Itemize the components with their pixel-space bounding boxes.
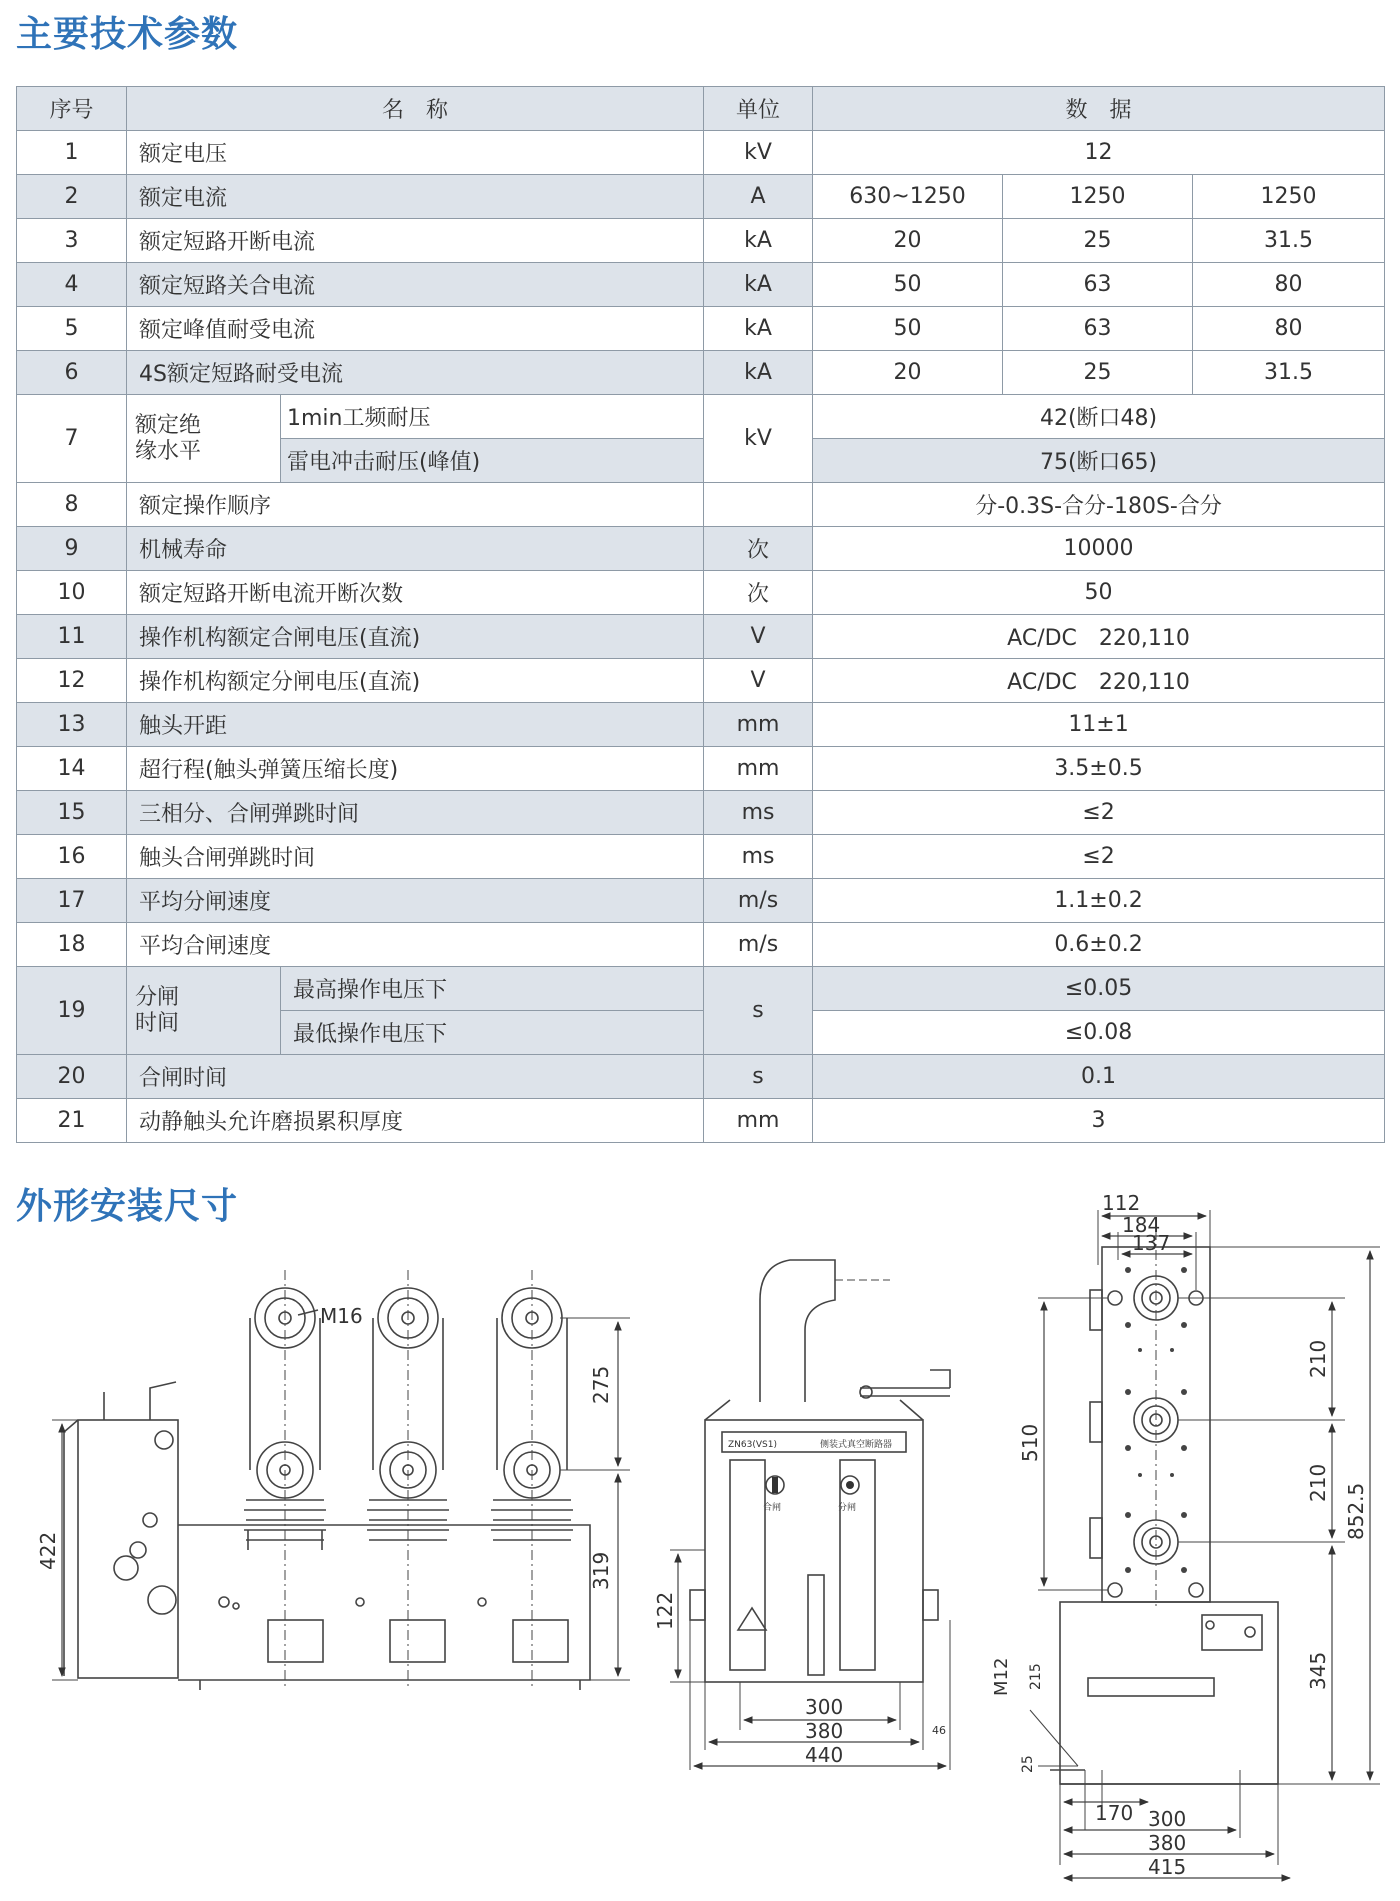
dim-122: 122: [653, 1591, 677, 1630]
row-name-b: 缘水平: [135, 438, 202, 464]
table-row: [17, 219, 1385, 263]
table-row: [17, 1099, 1385, 1143]
header-no: 序号: [17, 87, 127, 131]
row-unit: kA: [704, 307, 813, 351]
row-name: 额定操作顺序: [127, 483, 704, 527]
row-unit: kA: [704, 219, 813, 263]
row-name: 操作机构额定合闸电压(直流): [127, 615, 704, 659]
row-name: 额定短路关合电流: [127, 263, 704, 307]
row-unit: mm: [704, 703, 813, 747]
dim-510: 510: [1018, 1423, 1042, 1462]
dimension-drawing: [0, 1170, 1400, 1895]
dim-137: 137: [1132, 1231, 1171, 1255]
dim-170: 170: [1095, 1801, 1134, 1825]
row-name: 机械寿命: [127, 527, 704, 571]
table-row: [17, 1055, 1385, 1099]
row-value-2: 63: [1003, 307, 1193, 351]
row-value-2: 25: [1003, 219, 1193, 263]
row-name: 触头开距: [127, 703, 704, 747]
row-name: 平均分闸速度: [127, 879, 704, 923]
table-row: [17, 527, 1385, 571]
row-no: 17: [17, 879, 127, 923]
table-row: [17, 175, 1385, 219]
dim-112: 112: [1102, 1191, 1141, 1215]
table-header: [17, 87, 1385, 131]
row-value: ≤0.05: [813, 967, 1385, 1011]
dim-440: 440: [805, 1743, 844, 1767]
row-name: [127, 395, 281, 483]
row-no: 12: [17, 659, 127, 703]
row-value-1: 50: [813, 307, 1003, 351]
spec-table: [16, 86, 1385, 1143]
row-unit: mm: [704, 1099, 813, 1143]
dim-380: 380: [805, 1719, 844, 1743]
row-no: 2: [17, 175, 127, 219]
row-unit: ms: [704, 791, 813, 835]
section-title-parameters: 主要技术参数: [16, 14, 239, 55]
row-no: 19: [17, 967, 127, 1055]
dim-319: 319: [589, 1551, 613, 1590]
dim-415: 415: [1148, 1855, 1187, 1879]
row-unit: kV: [704, 131, 813, 175]
dim-215: 215: [1028, 1663, 1044, 1690]
row-name: 三相分、合闸弹跳时间: [127, 791, 704, 835]
row-value: ≤0.08: [813, 1011, 1385, 1055]
row-unit: ms: [704, 835, 813, 879]
row-name: 额定电流: [127, 175, 704, 219]
header-name: 名 称: [127, 87, 704, 131]
label-on: 合闸: [763, 1503, 782, 1513]
row-value: 50: [813, 571, 1385, 615]
row-value-2: 63: [1003, 263, 1193, 307]
row-no: 13: [17, 703, 127, 747]
dim-25: 25: [1020, 1755, 1036, 1773]
row-name: 额定短路开断电流开断次数: [127, 571, 704, 615]
row-no: 4: [17, 263, 127, 307]
row-unit: [704, 483, 813, 527]
side-view: [653, 1260, 950, 1770]
row-no: 20: [17, 1055, 127, 1099]
row-unit: V: [704, 615, 813, 659]
dim-210-upper: 210: [1306, 1339, 1330, 1378]
row-value: AC/DC 220,110: [813, 659, 1385, 703]
label-m16: M16: [320, 1304, 363, 1328]
table-row: [17, 835, 1385, 879]
table-row: [17, 571, 1385, 615]
row-value-1: 630~1250: [813, 175, 1003, 219]
row-value-2: 25: [1003, 351, 1193, 395]
row-value: 1.1±0.2: [813, 879, 1385, 923]
row-no: 10: [17, 571, 127, 615]
table-row: [17, 615, 1385, 659]
row-value: ≤2: [813, 835, 1385, 879]
row-name: 额定峰值耐受电流: [127, 307, 704, 351]
row-no: 3: [17, 219, 127, 263]
row-name: 超行程(触头弹簧压缩长度): [127, 747, 704, 791]
front-view: [36, 1270, 630, 1690]
table-row: [17, 703, 1385, 747]
row-unit: 次: [704, 527, 813, 571]
row-unit: kV: [704, 395, 813, 483]
dim-184: 184: [1122, 1213, 1161, 1237]
table-row: [17, 923, 1385, 967]
row-value-3: 80: [1193, 263, 1385, 307]
row-name: [127, 967, 281, 1055]
row-unit: V: [704, 659, 813, 703]
table-row: [17, 879, 1385, 923]
row-name-b: 时间: [135, 1010, 180, 1036]
row-value-3: 31.5: [1193, 219, 1385, 263]
row-no: 7: [17, 395, 127, 483]
table-row: [17, 967, 1385, 1011]
table-row: [17, 791, 1385, 835]
row-no: 11: [17, 615, 127, 659]
dim-46: 46: [932, 1724, 946, 1737]
row-value: 11±1: [813, 703, 1385, 747]
dim-300-rear: 300: [1148, 1807, 1187, 1831]
row-value: 分-0.3S-合分-180S-合分: [813, 483, 1385, 527]
table-row: [17, 307, 1385, 351]
row-unit: kA: [704, 263, 813, 307]
row-no: 18: [17, 923, 127, 967]
row-value: AC/DC 220,110: [813, 615, 1385, 659]
table-row: [17, 131, 1385, 175]
row-name: 合闸时间: [127, 1055, 704, 1099]
row-unit: m/s: [704, 923, 813, 967]
section-title-dimensions: 外形安装尺寸: [16, 1186, 239, 1227]
row-name-a: 额定绝: [135, 412, 202, 438]
dim-852-5: 852.5: [1344, 1482, 1368, 1540]
row-name: 动静触头允许磨损累积厚度: [127, 1099, 704, 1143]
row-value: 42(断口48): [813, 395, 1385, 439]
row-sub-label: 最低操作电压下: [281, 1011, 704, 1055]
row-sub-label: 雷电冲击耐压(峰值): [281, 439, 704, 483]
dim-380-rear: 380: [1148, 1831, 1187, 1855]
row-unit: 次: [704, 571, 813, 615]
label-type: 侧装式真空断路器: [820, 1440, 893, 1450]
row-value-2: 1250: [1003, 175, 1193, 219]
row-unit: s: [704, 967, 813, 1055]
header-data: 数 据: [813, 87, 1385, 131]
label-off: 分闸: [838, 1503, 857, 1513]
row-name-a: 分闸: [135, 984, 180, 1010]
row-value-1: 20: [813, 351, 1003, 395]
row-name: 4S额定短路耐受电流: [127, 351, 704, 395]
row-name: 操作机构额定分闸电压(直流): [127, 659, 704, 703]
row-value: 3: [813, 1099, 1385, 1143]
row-no: 8: [17, 483, 127, 527]
dim-275: 275: [589, 1365, 613, 1404]
row-unit: kA: [704, 351, 813, 395]
row-value: 75(断口65): [813, 439, 1385, 483]
row-no: 9: [17, 527, 127, 571]
row-value-1: 20: [813, 219, 1003, 263]
row-unit: m/s: [704, 879, 813, 923]
row-value: 3.5±0.5: [813, 747, 1385, 791]
header-unit: 单位: [704, 87, 813, 131]
row-value: 0.6±0.2: [813, 923, 1385, 967]
row-no: 6: [17, 351, 127, 395]
row-value: 10000: [813, 527, 1385, 571]
table-row: [17, 395, 1385, 439]
row-value: ≤2: [813, 791, 1385, 835]
table-row: [17, 483, 1385, 527]
row-value-3: 1250: [1193, 175, 1385, 219]
row-value: 0.1: [813, 1055, 1385, 1099]
row-name: 额定电压: [127, 131, 704, 175]
row-name: 触头合闸弹跳时间: [127, 835, 704, 879]
dim-422: 422: [36, 1531, 60, 1570]
row-value: 12: [813, 131, 1385, 175]
label-m12: M12: [991, 1657, 1012, 1696]
dim-345: 345: [1306, 1651, 1330, 1690]
row-no: 15: [17, 791, 127, 835]
table-row: [17, 351, 1385, 395]
row-value-3: 80: [1193, 307, 1385, 351]
table-row: [17, 747, 1385, 791]
row-unit: mm: [704, 747, 813, 791]
row-value-3: 31.5: [1193, 351, 1385, 395]
row-sub-label: 1min工频耐压: [281, 395, 704, 439]
row-no: 14: [17, 747, 127, 791]
rear-view: [991, 1191, 1380, 1879]
row-unit: s: [704, 1055, 813, 1099]
dim-300: 300: [805, 1695, 844, 1719]
row-no: 21: [17, 1099, 127, 1143]
row-value-1: 50: [813, 263, 1003, 307]
row-name: 额定短路开断电流: [127, 219, 704, 263]
row-sub-label: 最高操作电压下: [281, 967, 704, 1011]
row-no: 16: [17, 835, 127, 879]
row-no: 1: [17, 131, 127, 175]
row-no: 5: [17, 307, 127, 351]
row-unit: A: [704, 175, 813, 219]
table-row: [17, 659, 1385, 703]
row-name: 平均合闸速度: [127, 923, 704, 967]
dim-210-lower: 210: [1306, 1463, 1330, 1502]
label-model: ZN63(VS1): [728, 1440, 777, 1450]
table-row: [17, 263, 1385, 307]
